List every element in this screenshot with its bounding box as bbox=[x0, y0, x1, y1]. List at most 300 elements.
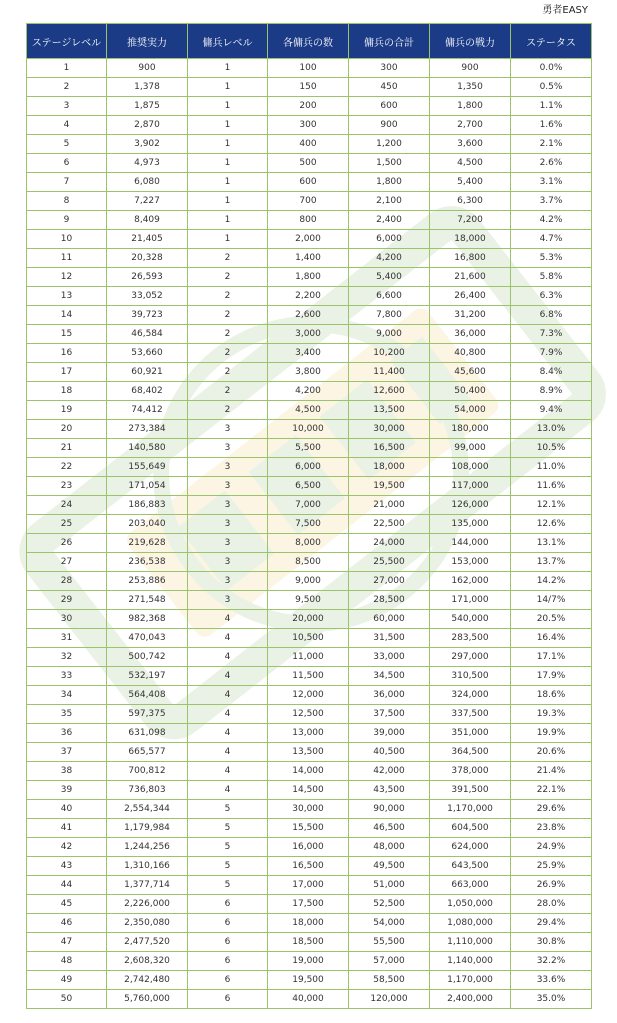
mercenary-total-cell: 900 bbox=[349, 116, 430, 135]
mercenary-count-cell: 3,800 bbox=[268, 363, 349, 382]
mercenary-level-cell: 2 bbox=[188, 287, 268, 306]
stage-level-cell: 46 bbox=[27, 914, 107, 933]
stage-level-cell: 18 bbox=[27, 382, 107, 401]
stage-level-cell: 37 bbox=[27, 743, 107, 762]
table-row bbox=[27, 952, 592, 971]
mercenary-power-cell: 310,500 bbox=[430, 667, 511, 686]
mercenary-level-cell: 3 bbox=[188, 515, 268, 534]
recommended-power-cell: 219,628 bbox=[107, 534, 188, 553]
recommended-power-cell: 33,052 bbox=[107, 287, 188, 306]
mercenary-count-cell: 400 bbox=[268, 135, 349, 154]
mercenary-total-cell: 25,500 bbox=[349, 553, 430, 572]
recommended-power-cell: 3,902 bbox=[107, 135, 188, 154]
mercenary-total-cell: 22,500 bbox=[349, 515, 430, 534]
col-header-mercenary-level: 傭兵レベル bbox=[188, 24, 268, 59]
mercenary-count-cell: 14,500 bbox=[268, 781, 349, 800]
mercenary-power-cell: 180,000 bbox=[430, 420, 511, 439]
stage-level-cell: 31 bbox=[27, 629, 107, 648]
mercenary-count-cell: 17,000 bbox=[268, 876, 349, 895]
mercenary-count-cell: 700 bbox=[268, 192, 349, 211]
mercenary-total-cell: 90,000 bbox=[349, 800, 430, 819]
mercenary-power-cell: 2,400,000 bbox=[430, 990, 511, 1009]
mercenary-count-cell: 20,000 bbox=[268, 610, 349, 629]
mercenary-total-cell: 4,200 bbox=[349, 249, 430, 268]
table-row bbox=[27, 857, 592, 876]
status-cell: 22.1% bbox=[511, 781, 592, 800]
table-row bbox=[27, 534, 592, 553]
stage-level-cell: 27 bbox=[27, 553, 107, 572]
stage-level-cell: 33 bbox=[27, 667, 107, 686]
mercenary-total-cell: 18,000 bbox=[349, 458, 430, 477]
mercenary-count-cell: 11,000 bbox=[268, 648, 349, 667]
table-row bbox=[27, 420, 592, 439]
mercenary-count-cell: 7,500 bbox=[268, 515, 349, 534]
table-row bbox=[27, 477, 592, 496]
mercenary-count-cell: 8,500 bbox=[268, 553, 349, 572]
recommended-power-cell: 1,377,714 bbox=[107, 876, 188, 895]
mercenary-level-cell: 2 bbox=[188, 249, 268, 268]
status-cell: 6.3% bbox=[511, 287, 592, 306]
recommended-power-cell: 68,402 bbox=[107, 382, 188, 401]
mercenary-power-cell: 45,600 bbox=[430, 363, 511, 382]
stage-level-cell: 5 bbox=[27, 135, 107, 154]
mercenary-count-cell: 17,500 bbox=[268, 895, 349, 914]
mercenary-power-cell: 540,000 bbox=[430, 610, 511, 629]
mercenary-total-cell: 11,400 bbox=[349, 363, 430, 382]
mercenary-level-cell: 3 bbox=[188, 458, 268, 477]
mercenary-power-cell: 31,200 bbox=[430, 306, 511, 325]
recommended-power-cell: 1,875 bbox=[107, 97, 188, 116]
col-header-mercenary-power: 傭兵の戦力 bbox=[430, 24, 511, 59]
mercenary-level-cell: 2 bbox=[188, 306, 268, 325]
table-header-row bbox=[27, 24, 592, 59]
mercenary-total-cell: 34,500 bbox=[349, 667, 430, 686]
mercenary-total-cell: 16,500 bbox=[349, 439, 430, 458]
stage-level-cell: 29 bbox=[27, 591, 107, 610]
table-row bbox=[27, 325, 592, 344]
mercenary-level-cell: 6 bbox=[188, 914, 268, 933]
table-row bbox=[27, 211, 592, 230]
stage-level-cell: 9 bbox=[27, 211, 107, 230]
status-cell: 11.0% bbox=[511, 458, 592, 477]
table-row bbox=[27, 610, 592, 629]
table-row bbox=[27, 572, 592, 591]
recommended-power-cell: 631,098 bbox=[107, 724, 188, 743]
mercenary-power-cell: 126,000 bbox=[430, 496, 511, 515]
stage-level-cell: 36 bbox=[27, 724, 107, 743]
stage-level-cell: 8 bbox=[27, 192, 107, 211]
mercenary-level-cell: 5 bbox=[188, 876, 268, 895]
mercenary-total-cell: 1,200 bbox=[349, 135, 430, 154]
table-row bbox=[27, 819, 592, 838]
col-header-mercenary-count: 各傭兵の数 bbox=[268, 24, 349, 59]
mercenary-power-cell: 364,500 bbox=[430, 743, 511, 762]
mercenary-total-cell: 30,000 bbox=[349, 420, 430, 439]
mercenary-total-cell: 450 bbox=[349, 78, 430, 97]
mercenary-level-cell: 5 bbox=[188, 819, 268, 838]
recommended-power-cell: 470,043 bbox=[107, 629, 188, 648]
recommended-power-cell: 155,649 bbox=[107, 458, 188, 477]
mercenary-power-cell: 324,000 bbox=[430, 686, 511, 705]
table-row bbox=[27, 667, 592, 686]
mercenary-power-cell: 283,500 bbox=[430, 629, 511, 648]
recommended-power-cell: 597,375 bbox=[107, 705, 188, 724]
recommended-power-cell: 7,227 bbox=[107, 192, 188, 211]
table-row bbox=[27, 876, 592, 895]
table-row bbox=[27, 287, 592, 306]
mercenary-count-cell: 3,000 bbox=[268, 325, 349, 344]
mercenary-level-cell: 3 bbox=[188, 591, 268, 610]
mercenary-total-cell: 6,000 bbox=[349, 230, 430, 249]
mercenary-level-cell: 4 bbox=[188, 743, 268, 762]
mercenary-total-cell: 36,000 bbox=[349, 686, 430, 705]
mercenary-total-cell: 12,600 bbox=[349, 382, 430, 401]
recommended-power-cell: 2,350,080 bbox=[107, 914, 188, 933]
mercenary-power-cell: 1,080,000 bbox=[430, 914, 511, 933]
mercenary-count-cell: 2,000 bbox=[268, 230, 349, 249]
status-cell: 4.7% bbox=[511, 230, 592, 249]
mercenary-power-cell: 900 bbox=[430, 59, 511, 78]
mercenary-level-cell: 4 bbox=[188, 648, 268, 667]
mercenary-level-cell: 1 bbox=[188, 59, 268, 78]
status-cell: 13.7% bbox=[511, 553, 592, 572]
stage-level-cell: 43 bbox=[27, 857, 107, 876]
mercenary-level-cell: 3 bbox=[188, 496, 268, 515]
recommended-power-cell: 900 bbox=[107, 59, 188, 78]
mercenary-total-cell: 33,000 bbox=[349, 648, 430, 667]
stage-level-cell: 42 bbox=[27, 838, 107, 857]
stage-level-cell: 14 bbox=[27, 306, 107, 325]
recommended-power-cell: 500,742 bbox=[107, 648, 188, 667]
status-cell: 5.8% bbox=[511, 268, 592, 287]
status-cell: 1.6% bbox=[511, 116, 592, 135]
mercenary-count-cell: 100 bbox=[268, 59, 349, 78]
recommended-power-cell: 982,368 bbox=[107, 610, 188, 629]
recommended-power-cell: 2,742,480 bbox=[107, 971, 188, 990]
mercenary-total-cell: 28,500 bbox=[349, 591, 430, 610]
status-cell: 2.1% bbox=[511, 135, 592, 154]
mercenary-power-cell: 50,400 bbox=[430, 382, 511, 401]
mercenary-power-cell: 144,000 bbox=[430, 534, 511, 553]
stage-level-cell: 20 bbox=[27, 420, 107, 439]
status-cell: 35.0% bbox=[511, 990, 592, 1009]
stage-level-cell: 45 bbox=[27, 895, 107, 914]
status-cell: 10.5% bbox=[511, 439, 592, 458]
table-body bbox=[27, 59, 592, 1009]
table-row bbox=[27, 515, 592, 534]
mercenary-power-cell: 21,600 bbox=[430, 268, 511, 287]
recommended-power-cell: 700,812 bbox=[107, 762, 188, 781]
stage-level-cell: 39 bbox=[27, 781, 107, 800]
mercenary-total-cell: 42,000 bbox=[349, 762, 430, 781]
table-row bbox=[27, 268, 592, 287]
table-row bbox=[27, 496, 592, 515]
table-row bbox=[27, 971, 592, 990]
mercenary-level-cell: 1 bbox=[188, 211, 268, 230]
mercenary-total-cell: 48,000 bbox=[349, 838, 430, 857]
mercenary-count-cell: 12,500 bbox=[268, 705, 349, 724]
mercenary-count-cell: 10,500 bbox=[268, 629, 349, 648]
table-row bbox=[27, 116, 592, 135]
table-row bbox=[27, 762, 592, 781]
mercenary-total-cell: 10,200 bbox=[349, 344, 430, 363]
table-row bbox=[27, 249, 592, 268]
mercenary-power-cell: 6,300 bbox=[430, 192, 511, 211]
recommended-power-cell: 1,244,256 bbox=[107, 838, 188, 857]
mercenary-count-cell: 8,000 bbox=[268, 534, 349, 553]
mercenary-power-cell: 1,110,000 bbox=[430, 933, 511, 952]
status-cell: 14.2% bbox=[511, 572, 592, 591]
mercenary-count-cell: 6,000 bbox=[268, 458, 349, 477]
mercenary-count-cell: 19,500 bbox=[268, 971, 349, 990]
col-header-mercenary-total: 傭兵の合計 bbox=[349, 24, 430, 59]
mercenary-total-cell: 300 bbox=[349, 59, 430, 78]
mercenary-level-cell: 2 bbox=[188, 344, 268, 363]
mercenary-power-cell: 391,500 bbox=[430, 781, 511, 800]
mercenary-total-cell: 5,400 bbox=[349, 268, 430, 287]
mercenary-power-cell: 2,700 bbox=[430, 116, 511, 135]
mercenary-level-cell: 4 bbox=[188, 686, 268, 705]
mercenary-total-cell: 46,500 bbox=[349, 819, 430, 838]
stage-level-cell: 11 bbox=[27, 249, 107, 268]
table-row bbox=[27, 553, 592, 572]
mercenary-level-cell: 1 bbox=[188, 192, 268, 211]
mercenary-total-cell: 1,800 bbox=[349, 173, 430, 192]
mercenary-power-cell: 1,170,000 bbox=[430, 971, 511, 990]
mercenary-power-cell: 624,000 bbox=[430, 838, 511, 857]
status-cell: 30.8% bbox=[511, 933, 592, 952]
mercenary-level-cell: 4 bbox=[188, 781, 268, 800]
mercenary-level-cell: 2 bbox=[188, 325, 268, 344]
status-cell: 29.4% bbox=[511, 914, 592, 933]
mercenary-level-cell: 4 bbox=[188, 629, 268, 648]
stage-level-cell: 1 bbox=[27, 59, 107, 78]
status-cell: 7.9% bbox=[511, 344, 592, 363]
table-row bbox=[27, 895, 592, 914]
recommended-power-cell: 186,883 bbox=[107, 496, 188, 515]
mercenary-count-cell: 500 bbox=[268, 154, 349, 173]
recommended-power-cell: 60,921 bbox=[107, 363, 188, 382]
status-cell: 21.4% bbox=[511, 762, 592, 781]
table-row bbox=[27, 743, 592, 762]
mercenary-count-cell: 300 bbox=[268, 116, 349, 135]
recommended-power-cell: 2,226,000 bbox=[107, 895, 188, 914]
mercenary-level-cell: 6 bbox=[188, 895, 268, 914]
mercenary-count-cell: 19,000 bbox=[268, 952, 349, 971]
table-row bbox=[27, 591, 592, 610]
stage-level-cell: 48 bbox=[27, 952, 107, 971]
mercenary-level-cell: 6 bbox=[188, 952, 268, 971]
status-cell: 0.5% bbox=[511, 78, 592, 97]
mercenary-power-cell: 135,000 bbox=[430, 515, 511, 534]
status-cell: 3.7% bbox=[511, 192, 592, 211]
mercenary-count-cell: 1,400 bbox=[268, 249, 349, 268]
recommended-power-cell: 2,477,520 bbox=[107, 933, 188, 952]
table-row bbox=[27, 914, 592, 933]
mercenary-total-cell: 57,000 bbox=[349, 952, 430, 971]
status-cell: 33.6% bbox=[511, 971, 592, 990]
table-row bbox=[27, 705, 592, 724]
mercenary-total-cell: 2,100 bbox=[349, 192, 430, 211]
recommended-power-cell: 171,054 bbox=[107, 477, 188, 496]
mercenary-level-cell: 4 bbox=[188, 610, 268, 629]
mercenary-power-cell: 16,800 bbox=[430, 249, 511, 268]
recommended-power-cell: 271,548 bbox=[107, 591, 188, 610]
status-cell: 8.4% bbox=[511, 363, 592, 382]
col-header-status: ステータス bbox=[511, 24, 592, 59]
status-cell: 6.8% bbox=[511, 306, 592, 325]
status-cell: 12.6% bbox=[511, 515, 592, 534]
mercenary-level-cell: 2 bbox=[188, 268, 268, 287]
mercenary-total-cell: 19,500 bbox=[349, 477, 430, 496]
mercenary-total-cell: 55,500 bbox=[349, 933, 430, 952]
table-row bbox=[27, 933, 592, 952]
recommended-power-cell: 532,197 bbox=[107, 667, 188, 686]
mercenary-power-cell: 378,000 bbox=[430, 762, 511, 781]
recommended-power-cell: 665,577 bbox=[107, 743, 188, 762]
mercenary-level-cell: 1 bbox=[188, 97, 268, 116]
recommended-power-cell: 736,803 bbox=[107, 781, 188, 800]
stage-level-cell: 4 bbox=[27, 116, 107, 135]
recommended-power-cell: 2,554,344 bbox=[107, 800, 188, 819]
mercenary-level-cell: 4 bbox=[188, 724, 268, 743]
mercenary-power-cell: 99,000 bbox=[430, 439, 511, 458]
mercenary-total-cell: 2,400 bbox=[349, 211, 430, 230]
mercenary-power-cell: 351,000 bbox=[430, 724, 511, 743]
recommended-power-cell: 46,584 bbox=[107, 325, 188, 344]
status-cell: 18.6% bbox=[511, 686, 592, 705]
col-header-recommended-power: 推奨実力 bbox=[107, 24, 188, 59]
table-row bbox=[27, 173, 592, 192]
stage-level-cell: 17 bbox=[27, 363, 107, 382]
mercenary-total-cell: 31,500 bbox=[349, 629, 430, 648]
table-row bbox=[27, 648, 592, 667]
mercenary-total-cell: 1,500 bbox=[349, 154, 430, 173]
mercenary-power-cell: 108,000 bbox=[430, 458, 511, 477]
mercenary-level-cell: 3 bbox=[188, 439, 268, 458]
recommended-power-cell: 21,405 bbox=[107, 230, 188, 249]
mercenary-level-cell: 1 bbox=[188, 230, 268, 249]
stage-level-cell: 13 bbox=[27, 287, 107, 306]
mercenary-count-cell: 13,000 bbox=[268, 724, 349, 743]
mercenary-level-cell: 4 bbox=[188, 762, 268, 781]
mercenary-count-cell: 2,600 bbox=[268, 306, 349, 325]
mercenary-count-cell: 6,500 bbox=[268, 477, 349, 496]
mercenary-level-cell: 6 bbox=[188, 971, 268, 990]
stage-level-cell: 38 bbox=[27, 762, 107, 781]
mercenary-total-cell: 6,600 bbox=[349, 287, 430, 306]
mercenary-power-cell: 1,800 bbox=[430, 97, 511, 116]
recommended-power-cell: 253,886 bbox=[107, 572, 188, 591]
status-cell: 13.0% bbox=[511, 420, 592, 439]
stage-level-cell: 49 bbox=[27, 971, 107, 990]
table-row bbox=[27, 800, 592, 819]
mercenary-power-cell: 26,400 bbox=[430, 287, 511, 306]
recommended-power-cell: 8,409 bbox=[107, 211, 188, 230]
table-row bbox=[27, 629, 592, 648]
table-row bbox=[27, 154, 592, 173]
mercenary-count-cell: 10,000 bbox=[268, 420, 349, 439]
mercenary-level-cell: 3 bbox=[188, 553, 268, 572]
stage-level-cell: 10 bbox=[27, 230, 107, 249]
table-row bbox=[27, 363, 592, 382]
mercenary-total-cell: 58,500 bbox=[349, 971, 430, 990]
mercenary-count-cell: 16,000 bbox=[268, 838, 349, 857]
mercenary-total-cell: 7,800 bbox=[349, 306, 430, 325]
mercenary-count-cell: 3,400 bbox=[268, 344, 349, 363]
mercenary-level-cell: 1 bbox=[188, 173, 268, 192]
table-row bbox=[27, 306, 592, 325]
mercenary-level-cell: 1 bbox=[188, 116, 268, 135]
mercenary-level-cell: 3 bbox=[188, 420, 268, 439]
mercenary-total-cell: 49,500 bbox=[349, 857, 430, 876]
mercenary-level-cell: 5 bbox=[188, 838, 268, 857]
mercenary-count-cell: 9,500 bbox=[268, 591, 349, 610]
recommended-power-cell: 273,384 bbox=[107, 420, 188, 439]
mercenary-level-cell: 2 bbox=[188, 363, 268, 382]
status-cell: 17.1% bbox=[511, 648, 592, 667]
mercenary-total-cell: 40,500 bbox=[349, 743, 430, 762]
stage-level-cell: 6 bbox=[27, 154, 107, 173]
stage-level-cell: 21 bbox=[27, 439, 107, 458]
status-cell: 3.1% bbox=[511, 173, 592, 192]
mercenary-level-cell: 5 bbox=[188, 857, 268, 876]
mercenary-level-cell: 5 bbox=[188, 800, 268, 819]
status-cell: 12.1% bbox=[511, 496, 592, 515]
mercenary-power-cell: 1,140,000 bbox=[430, 952, 511, 971]
status-cell: 32.2% bbox=[511, 952, 592, 971]
mercenary-count-cell: 150 bbox=[268, 78, 349, 97]
stage-level-cell: 25 bbox=[27, 515, 107, 534]
status-cell: 9.4% bbox=[511, 401, 592, 420]
table-row bbox=[27, 59, 592, 78]
stage-level-cell: 28 bbox=[27, 572, 107, 591]
mercenary-count-cell: 14,000 bbox=[268, 762, 349, 781]
mercenary-count-cell: 30,000 bbox=[268, 800, 349, 819]
col-header-stage-level: ステージレベル bbox=[27, 24, 107, 59]
stage-level-cell: 47 bbox=[27, 933, 107, 952]
mercenary-total-cell: 60,000 bbox=[349, 610, 430, 629]
table-row bbox=[27, 401, 592, 420]
mercenary-power-cell: 40,800 bbox=[430, 344, 511, 363]
mercenary-total-cell: 21,000 bbox=[349, 496, 430, 515]
mercenary-count-cell: 18,500 bbox=[268, 933, 349, 952]
status-cell: 0.0% bbox=[511, 59, 592, 78]
mercenary-level-cell: 4 bbox=[188, 667, 268, 686]
mercenary-count-cell: 4,500 bbox=[268, 401, 349, 420]
table-row bbox=[27, 838, 592, 857]
table-row bbox=[27, 97, 592, 116]
status-cell: 8.9% bbox=[511, 382, 592, 401]
stage-level-cell: 16 bbox=[27, 344, 107, 363]
mercenary-power-cell: 643,500 bbox=[430, 857, 511, 876]
table-row bbox=[27, 135, 592, 154]
mercenary-power-cell: 604,500 bbox=[430, 819, 511, 838]
mercenary-total-cell: 27,000 bbox=[349, 572, 430, 591]
status-cell: 11.6% bbox=[511, 477, 592, 496]
status-cell: 7.3% bbox=[511, 325, 592, 344]
table-row bbox=[27, 344, 592, 363]
status-cell: 20.5% bbox=[511, 610, 592, 629]
table-row bbox=[27, 382, 592, 401]
table-row bbox=[27, 686, 592, 705]
mercenary-total-cell: 13,500 bbox=[349, 401, 430, 420]
status-cell: 24.9% bbox=[511, 838, 592, 857]
stage-level-cell: 3 bbox=[27, 97, 107, 116]
stage-level-cell: 50 bbox=[27, 990, 107, 1009]
mercenary-level-cell: 3 bbox=[188, 572, 268, 591]
table-row bbox=[27, 192, 592, 211]
